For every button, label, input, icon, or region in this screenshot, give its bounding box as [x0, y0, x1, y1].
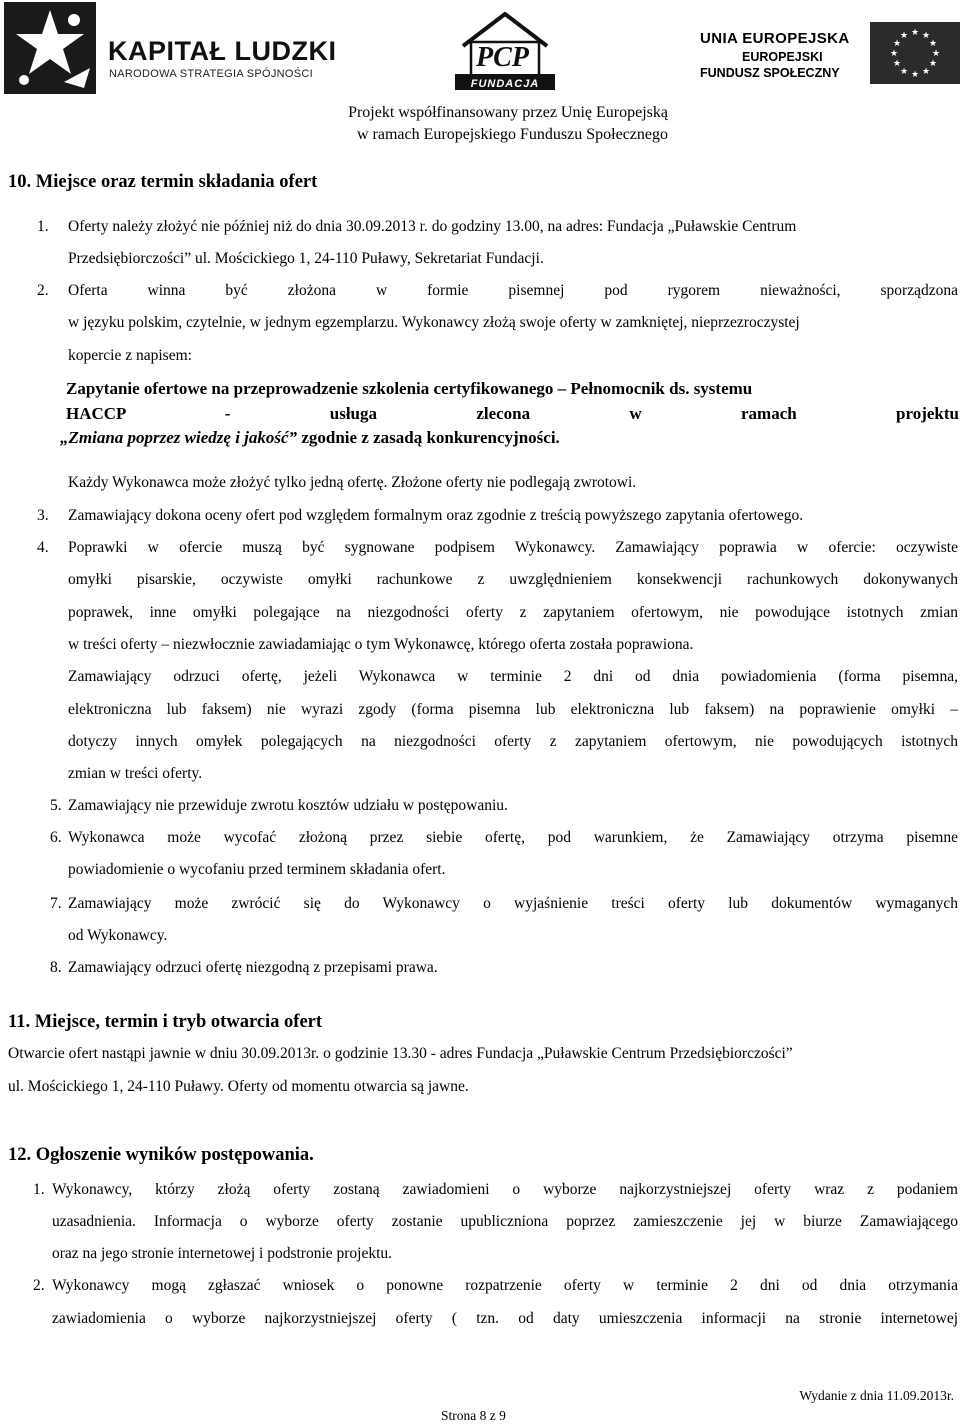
- svg-text:★: ★: [921, 67, 931, 77]
- envelope-label-line-2: HACCP - usługa zlecona w ramach projektu: [66, 404, 959, 423]
- page-number: Strona 8 z 9: [441, 1408, 506, 1423]
- item-2-line-2: w języku polskim, czytelnie, w jednym egzemplarzu. Wykonawcy złożą swoje oferty w zamkniętej, nieprzezroczystej: [68, 314, 800, 331]
- item-number: 3.: [37, 507, 49, 524]
- paragraph-line-2: elektroniczna lub faksem) nie wyrazi zgody (forma pisemna lub elektroniczna lub faksem) na poprawienie omyłki –: [68, 701, 958, 718]
- eu-flag-icon: [870, 22, 960, 84]
- item-number: 1.: [33, 1181, 45, 1198]
- s12-item-2-line-2: zawiadomienia o wyborze najkorzystniejszej oferty ( tzn. od daty umieszczenia informacji na stronie internetowej: [52, 1310, 958, 1327]
- item-5-line-1: Zamawiający nie przewiduje zwrotu kosztów udziału w postępowaniu.: [68, 797, 508, 814]
- envelope-label-line-3: [60, 428, 560, 448]
- envelope-label-rest: zgodnie z zasadą konkurencyjności.: [297, 428, 560, 447]
- item-6-line-1: Wykonawca może wycofać złożoną przez siebie ofertę, pod warunkiem, że Zamawiający otrzyma pisemne: [68, 829, 958, 846]
- item-1-line-1: Oferty należy złożyć nie później niż do dnia 30.09.2013 r. do godziny 13.00, na adres: Fundacja „Puławskie Centrum: [68, 218, 797, 235]
- section-11-line-2: ul. Mościckiego 1, 24-110 Puławy. Oferty od momentu otwarcia są jawne.: [8, 1078, 469, 1095]
- item-3-line-1: Zamawiający dokona oceny ofert pod względem formalnym oraz zgodnie z treścią powyższego zapytania ofertowego.: [68, 507, 804, 524]
- item-4-line-4: w treści oferty – niezwłocznie zawiadamiając o tym Wykonawcę, którego oferta została poprawiona.: [68, 636, 694, 653]
- svg-text:★: ★: [931, 49, 941, 59]
- eu-logo: [700, 22, 960, 84]
- svg-text:★: ★: [910, 28, 920, 38]
- envelope-label-line-1: Zapytanie ofertowe na przeprowadzenie szkolenia certyfikowanego – Pełnomocnik ds. systemu: [66, 379, 753, 398]
- pcp-name: PCP: [476, 42, 529, 73]
- svg-text:★: ★: [889, 49, 899, 59]
- kapital-ludzki-emblem-icon: [4, 2, 96, 94]
- item-number: 1.: [37, 218, 49, 235]
- eu-line2: EUROPEJSKI: [742, 50, 823, 64]
- item-number: 5.: [50, 797, 62, 814]
- svg-text:★: ★: [910, 70, 920, 80]
- s12-item-1-line-2: uzasadnienia. Informacja o wyborze oferty zostanie upubliczniona poprzez zamieszczenie jej w biurze Zamawiającego: [52, 1213, 958, 1230]
- item-7-line-1: Zamawiający może zwrócić się do Wykonawcy o wyjaśnienie treści oferty lub dokumentów wymaganych: [68, 895, 958, 912]
- section-11-heading: 11. Miejsce, termin i tryb otwarcia ofert: [8, 1012, 323, 1032]
- paragraph-line-3: dotyczy innych omyłek polegających na niezgodności oferty z zapytaniem ofertowym, nie powodujących istotnych: [68, 733, 958, 750]
- svg-text:★: ★: [899, 67, 909, 77]
- item-1-line-2: Przedsiębiorczości” ul. Mościckiego 1, 24-110 Puławy, Sekretariat Fundacji.: [68, 250, 544, 267]
- section-11-line-1: Otwarcie ofert nastąpi jawnie w dniu 30.09.2013r. o godzinie 13.30 - adres Fundacja „Puławskie Centrum Przedsiębiorczości”: [8, 1045, 793, 1062]
- eu-title: UNIA EUROPEJSKA: [700, 30, 850, 47]
- kapital-ludzki-logo: [4, 2, 337, 94]
- project-line-2: w ramach Europejskiego Funduszu Społecznego: [356, 126, 668, 143]
- item-number: 8.: [50, 959, 62, 976]
- item-7-line-2: od Wykonawcy.: [68, 927, 168, 944]
- svg-text:★: ★: [921, 31, 931, 41]
- item-4-line-3: poprawek, inne omyłki polegające na niezgodności oferty z zapytaniem ofertowym, nie powodujące istotnych zmian: [68, 604, 958, 621]
- project-name: „Zmiana poprzez wiedzę i jakość”: [60, 428, 298, 447]
- eu-line3: FUNDUSZ SPOŁECZNY: [700, 66, 840, 80]
- paragraph-line-1: Zamawiający odrzuci ofertę, jeżeli Wykonawca w terminie 2 dni od dnia powiadomienia (forma pisemna,: [68, 668, 958, 685]
- item-number: 7.: [50, 895, 62, 912]
- project-line-1: Projekt współfinansowany przez Unię Europejską: [348, 104, 668, 121]
- kapital-ludzki-subtitle: NARODOWA STRATEGIA SPÓJNOŚCI: [109, 68, 313, 80]
- item-4-line-1: Poprawki w ofercie muszą być sygnowane podpisem Wykonawcy. Zamawiający poprawia w ofercie: oczywiste: [68, 539, 958, 556]
- item-number: 2.: [33, 1277, 45, 1294]
- edition-date: Wydanie z dnia 11.09.2013r.: [799, 1388, 954, 1403]
- section-10-heading: 10. Miejsce oraz termin składania ofert: [8, 172, 318, 192]
- note-line: Każdy Wykonawca może złożyć tylko jedną ofertę. Złożone oferty nie podlegają zwrotowi.: [68, 474, 637, 491]
- item-number: 6.: [50, 829, 62, 846]
- item-4-line-2: omyłki pisarskie, oczywiste omyłki rachunkowe z uwzględnieniem konsekwencji rachunkowych dokonywanych: [68, 571, 958, 588]
- item-2-line-1: Oferta winna być złożona w formie pisemnej pod rygorem nieważności, sporządzona: [68, 282, 958, 299]
- item-8-line-1: Zamawiający odrzuci ofertę niezgodną z przepisami prawa.: [68, 959, 438, 976]
- svg-text:★: ★: [892, 59, 902, 69]
- svg-text:★: ★: [928, 39, 938, 49]
- item-number: 2.: [37, 282, 49, 299]
- item-number: 4.: [37, 539, 49, 556]
- s12-item-2-line-1: Wykonawcy mogą zgłaszać wniosek o ponowne rozpatrzenie oferty w terminie 2 dni od dnia otrzymania: [52, 1277, 958, 1294]
- svg-text:★: ★: [892, 39, 902, 49]
- section-12-heading: 12. Ogłoszenie wyników postępowania.: [8, 1145, 314, 1165]
- s12-item-1-line-3: oraz na jego stronie internetowej i podstronie projektu.: [52, 1245, 393, 1262]
- paragraph-line-4: zmian w treści oferty.: [68, 765, 203, 782]
- s12-item-1-line-1: Wykonawcy, którzy złożą oferty zostaną zawiadomieni o wyborze najkorzystniejszej oferty wraz z podaniem: [52, 1181, 958, 1198]
- pcp-foundation-logo: [455, 12, 555, 90]
- item-6-line-2: powiadomienie o wycofaniu przed terminem składania ofert.: [68, 861, 446, 878]
- pcp-label: FUNDACJA: [470, 78, 540, 90]
- item-2-line-3: kopercie z napisem:: [68, 347, 192, 364]
- svg-text:★: ★: [928, 59, 938, 69]
- kapital-ludzki-title: KAPITAŁ LUDZKI: [108, 36, 337, 66]
- svg-text:★: ★: [899, 31, 909, 41]
